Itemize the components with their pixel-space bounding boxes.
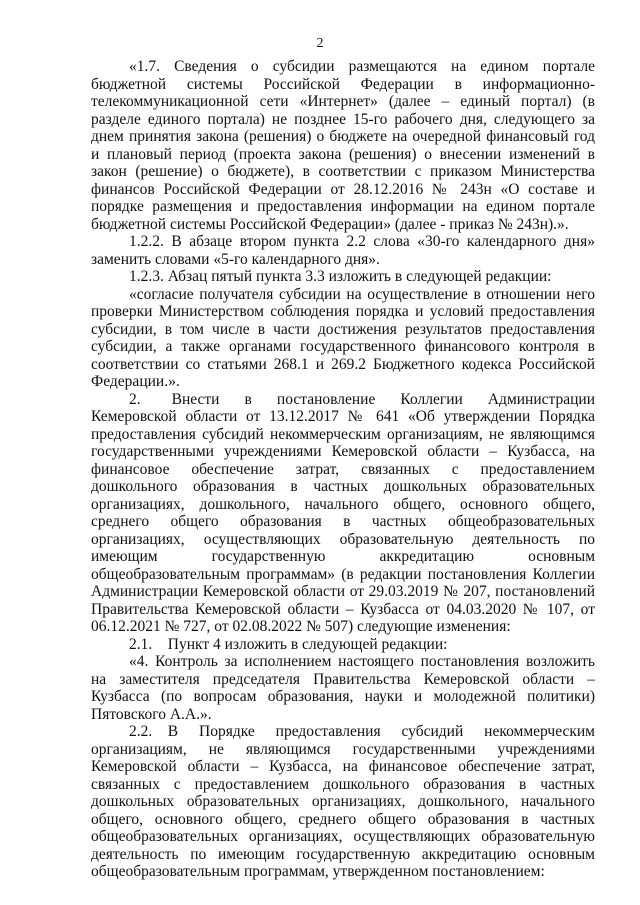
page-number: 2 bbox=[316, 36, 324, 51]
paragraph-2-2: 2.2. В Порядке предоставления субсидий некоммерческим организациям, не являющимся государственными учреждениями Кемеровской области – Кузбасса, на финансовое обеспечение затрат, связанных с предоставлением дошкольного образования в частных дошкольных образовательных организациях, дошкольного, начального общего, основного общего, среднего общего образования в частных общеобразовательных организациях, осуществляющих образовательную деятельность по имеющим государственную аккредитацию основным общеобразовательным программам, утвержденном постановлением: bbox=[91, 723, 595, 880]
paragraph-consent-quote: «согласие получателя субсидии на осуществление в отношении него проверки Министерством соблюдения порядка и условий предоставления субсидии, в том числе в части достижения результатов предоставления субсидии, а также органами государственного финансового контроля в соответствии со статьями 268.1 и 269.2 Бюджетного кодекса Российской Федерации.». bbox=[91, 285, 595, 390]
document-body bbox=[91, 58, 595, 881]
paragraph-control-quote: «4. Контроль за исполнением настоящего постановления возложить на заместителя председателя Правительства Кемеровской области – Кузбасса (по вопросам образования, науки и молодежной политики) Пятовского А.А.». bbox=[91, 653, 595, 723]
paragraph-1-2-2: 1.2.2. В абзаце втором пункта 2.2 слова «30-го календарного дня» заменить словами «5-го календарного дня». bbox=[91, 233, 595, 268]
paragraph-2-1: 2.1. Пункт 4 изложить в следующей редакции: bbox=[129, 635, 448, 653]
paragraph-2: 2. Внести в постановление Коллегии Администрации Кемеровской области от 13.12.2017 № 641 «Об утверждении Порядка предоставления субсидий некоммерческим организациям, не являющимся государственными учреждениями Кемеровской области – Кузбасса, на финансовое обеспечение затрат, связанных с предоставлением дошкольного образования в частных дошкольных образовательных организациях, дошкольного, начального общего, основного общего, среднего общего образования в частных общеобразовательных организациях, осуществляющих образовательную деятельность по имеющим государственную аккредитацию основным общеобразовательным программам» (в редакции постановления Коллегии Администрации Кемеровской области от 29.03.2019 № 207, постановлений Правительства Кемеровской области – Кузбасса от 04.03.2020 № 107, от 06.12.2021 № 727, от 02.08.2022 № 507) следующие изменения: bbox=[91, 390, 595, 635]
paragraph-1-7-subsidy-info: «1.7. Сведения о субсидии размещаются на едином портале бюджетной системы Российской Федерации в информационно-телекоммуникационной сети «Интернет» (далее – единый портал) (в разделе единого портала) не позднее 15-го рабочего дня, следующего за днем принятия закона (решения) о бюджете на очередной финансовый год и плановый период (проекта закона (решения) о внесении изменений в закон (решение) о бюджете), в соответствии с приказом Министерства финансов Российской Федерации от 28.12.2016 № 243н «О составе и порядке размещения и предоставления информации на едином портале бюджетной системы Российской Федерации» (далее - приказ № 243н).». bbox=[91, 58, 595, 233]
paragraph-1-2-3: 1.2.3. Абзац пятый пункта 3.3 изложить в следующей редакции: bbox=[129, 268, 552, 285]
